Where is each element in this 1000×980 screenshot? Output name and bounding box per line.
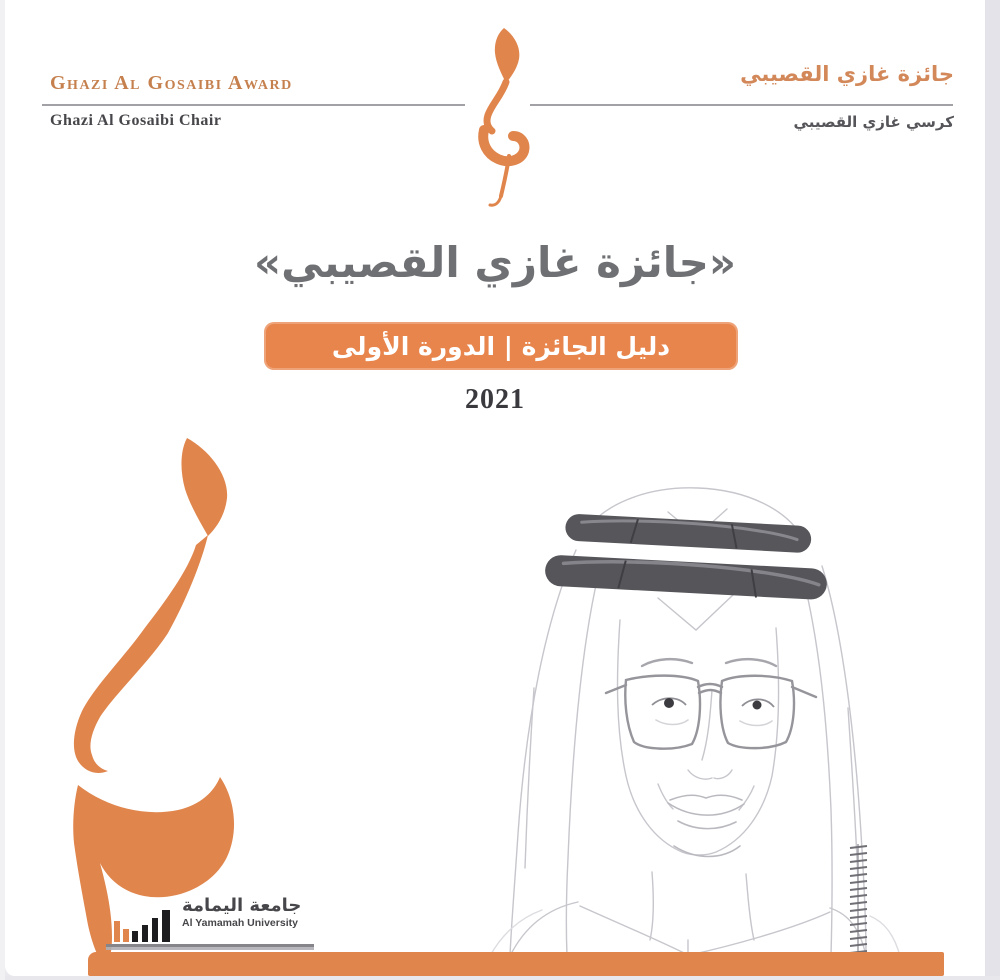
cover-title: «جائزة غازي القصيبي» bbox=[254, 238, 736, 287]
logo-name-ar: جامعة اليمامة bbox=[182, 895, 302, 916]
ghayn-calligraphy-mark-icon bbox=[471, 26, 537, 212]
portrait-sketch bbox=[430, 478, 950, 956]
award-title-en: Ghazi Al Gosaibi Award bbox=[50, 72, 293, 94]
ghayn-calligraphy-swoosh-icon bbox=[48, 433, 248, 973]
year-label: 2021 bbox=[465, 384, 525, 415]
document-page bbox=[5, 0, 985, 976]
photo-edge-bottom bbox=[0, 976, 1000, 980]
photo-edge-right bbox=[985, 0, 1000, 980]
al-yamamah-university-logo bbox=[104, 895, 316, 951]
chair-subtitle-ar: كرسي غازي القصيبي bbox=[793, 113, 954, 131]
logo-underline bbox=[106, 944, 314, 947]
chair-subtitle-en: Ghazi Al Gosaibi Chair bbox=[50, 112, 222, 129]
header-rule-left bbox=[42, 104, 465, 106]
guide-edition-banner: دليل الجائزة | الدورة الأولى bbox=[264, 322, 738, 370]
bar-chart-logo-icon bbox=[104, 898, 174, 942]
photo-edge-left bbox=[0, 0, 5, 980]
header-rule-right bbox=[530, 104, 953, 106]
logo-name-en: Al Yamamah University bbox=[182, 917, 298, 929]
igal-band bbox=[544, 513, 829, 602]
award-title-ar: جائزة غازي القصيبي bbox=[740, 62, 954, 86]
